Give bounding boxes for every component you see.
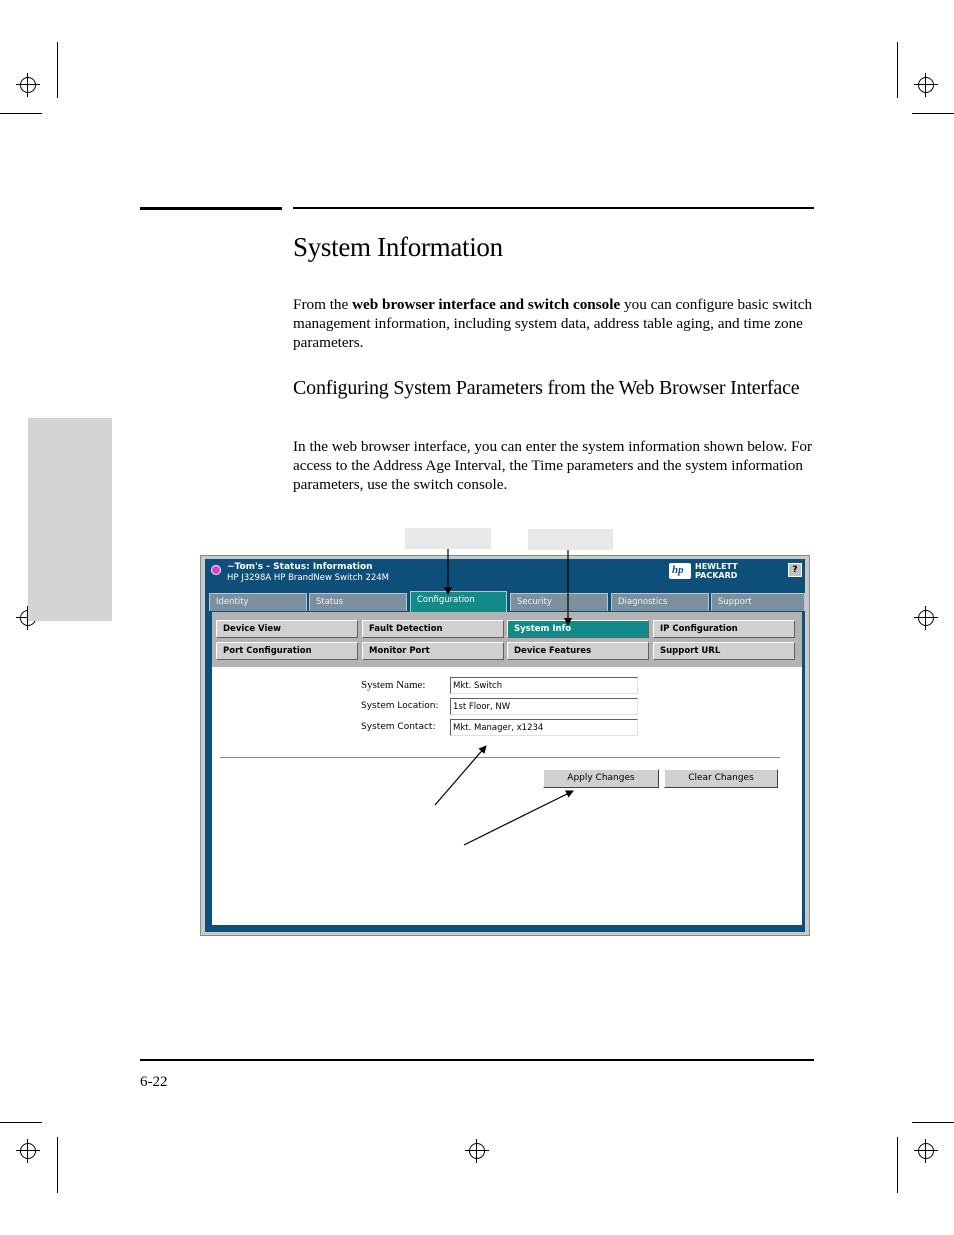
support-url-button[interactable]: Support URL bbox=[653, 642, 795, 660]
tab-identity[interactable]: Identity bbox=[209, 593, 307, 611]
body-paragraph: In the web browser interface, you can enter the system information shown below. For access to the Address Age Interval, the Time parameters and the system information parameters, use the switch console. bbox=[293, 438, 813, 493]
device-view-button[interactable]: Device View bbox=[216, 620, 358, 638]
intro-text-start: From the bbox=[293, 296, 353, 313]
intro-bold-text: web browser interface and switch console bbox=[352, 296, 621, 313]
system-info-button[interactable]: System Info bbox=[507, 620, 649, 638]
fault-detection-button[interactable]: Fault Detection bbox=[362, 620, 504, 638]
section-heading: Configuring System Parameters from the Web Browser Interface bbox=[293, 377, 800, 399]
help-icon[interactable]: ? bbox=[788, 563, 802, 577]
footer-rule bbox=[140, 1059, 814, 1061]
clear-changes-button[interactable]: Clear Changes bbox=[664, 769, 778, 788]
hp-logo-mark: hp bbox=[672, 564, 684, 576]
apply-changes-button[interactable]: Apply Changes bbox=[543, 769, 659, 788]
system-name-label: System Name: bbox=[361, 679, 426, 691]
system-contact-label: System Contact: bbox=[361, 722, 436, 732]
arrow-to-apply-button bbox=[464, 791, 573, 845]
tab-security[interactable]: Security bbox=[510, 593, 608, 611]
port-configuration-button[interactable]: Port Configuration bbox=[216, 642, 358, 660]
hp-brand-line2: PACKARD bbox=[695, 571, 738, 580]
tab-diagnostics[interactable]: Diagnostics bbox=[611, 593, 709, 611]
device-features-button[interactable]: Device Features bbox=[507, 642, 649, 660]
ip-configuration-button[interactable]: IP Configuration bbox=[653, 620, 795, 638]
device-title: ~Tom's - Status: Information bbox=[227, 562, 373, 572]
intro-text-end: you can configure basic switch management information, including system data, address table aging, and time zone parameters. bbox=[293, 296, 813, 351]
page-number: 6-22 bbox=[140, 1074, 168, 1090]
system-location-label: System Location: bbox=[361, 701, 439, 711]
arrow-to-fields bbox=[435, 746, 486, 805]
page-title: System Information bbox=[293, 232, 503, 262]
tab-status[interactable]: Status bbox=[309, 593, 407, 611]
hp-brand-line1: HEWLETT bbox=[695, 562, 738, 571]
tab-support[interactable]: Support bbox=[711, 593, 805, 611]
monitor-port-button[interactable]: Monitor Port bbox=[362, 642, 504, 660]
device-subtitle: HP J3298A HP BrandNew Switch 224M bbox=[227, 573, 390, 583]
tab-configuration[interactable]: Configuration bbox=[410, 591, 507, 612]
